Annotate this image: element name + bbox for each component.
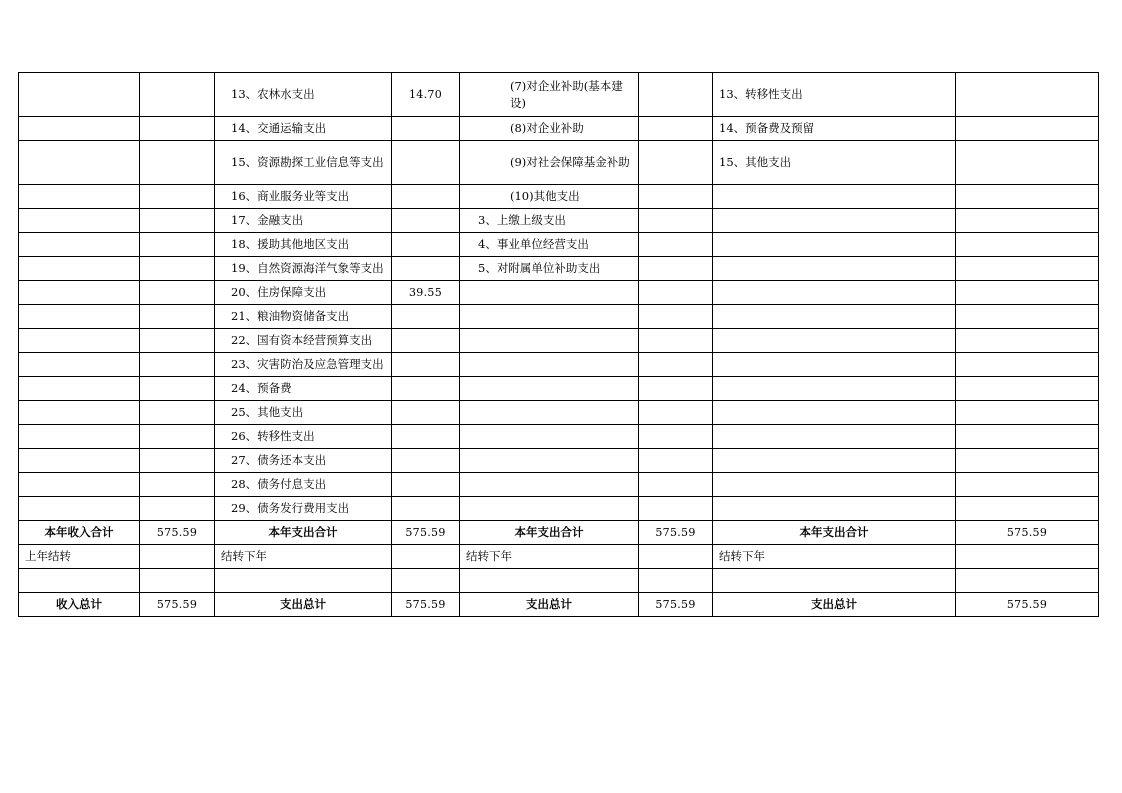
economic-expense-item-cell: (7)对企业补助(基本建设)	[460, 73, 639, 117]
function-expense-amount-cell	[392, 233, 460, 257]
economic-expense-amount-cell	[639, 73, 713, 117]
economic-expense-amount-cell	[639, 401, 713, 425]
income-item-cell	[19, 377, 140, 401]
income-amount-cell	[140, 73, 215, 117]
function-expense-item-cell: 23、灾害防治及应急管理支出	[215, 353, 392, 377]
gov-economic-expense-item-cell	[713, 281, 956, 305]
function-expense-amount-cell	[392, 401, 460, 425]
function-expense-amount-cell	[392, 449, 460, 473]
function-expense-amount-cell	[392, 209, 460, 233]
function-expense-amount-cell	[392, 305, 460, 329]
gov-economic-expense-item-cell: 15、其他支出	[713, 141, 956, 185]
function-expense-item-cell: 27、债务还本支出	[215, 449, 392, 473]
income-amount-cell	[140, 497, 215, 521]
gov-economic-expense-amount-cell	[956, 281, 1099, 305]
gov-economic-expense-amount-cell	[956, 497, 1099, 521]
economic-expense-amount-cell	[639, 281, 713, 305]
income-item-cell	[19, 305, 140, 329]
income-item-cell	[19, 281, 140, 305]
income-item-cell	[19, 141, 140, 185]
economic-expense-item-cell	[460, 377, 639, 401]
function-expense-amount-cell	[392, 473, 460, 497]
gov-economic-expense-item-cell	[713, 209, 956, 233]
table-row	[19, 73, 1099, 117]
economic-expense-amount-cell	[639, 305, 713, 329]
gov-economic-expense-amount-cell	[956, 449, 1099, 473]
economic-expense-item-cell	[460, 425, 639, 449]
function-expense-amount-cell	[392, 353, 460, 377]
gov-economic-expense-item-cell	[713, 425, 956, 449]
table-row	[19, 473, 1099, 497]
gov-economic-expense-amount-cell	[956, 233, 1099, 257]
blank-row	[19, 569, 1099, 593]
function-expense-amount-cell	[392, 377, 460, 401]
income-amount-cell	[140, 449, 215, 473]
table-row	[19, 497, 1099, 521]
income-item-cell	[19, 497, 140, 521]
function-expense-item-cell: 17、金融支出	[215, 209, 392, 233]
table-row	[19, 185, 1099, 209]
table-row	[19, 117, 1099, 141]
income-amount-cell	[140, 305, 215, 329]
gov-economic-expense-amount-cell	[956, 425, 1099, 449]
table-row	[19, 281, 1099, 305]
economic-expense-item-cell	[460, 449, 639, 473]
income-item-cell	[19, 329, 140, 353]
blank-cell	[639, 569, 713, 593]
gov-economic-expense-item-cell	[713, 353, 956, 377]
income-item-cell	[19, 117, 140, 141]
income-amount-cell	[140, 473, 215, 497]
prior-year-carryover-amount	[140, 545, 215, 569]
gov-economic-expense-amount-cell	[956, 257, 1099, 281]
income-item-cell	[19, 353, 140, 377]
economic-expense-item-cell: 3、上缴上级支出	[460, 209, 639, 233]
table-row	[19, 449, 1099, 473]
function-expense-item-cell: 15、资源勘探工业信息等支出	[215, 141, 392, 185]
expense-grand-total-amount: 575.59	[639, 593, 713, 617]
function-expense-item-cell: 14、交通运输支出	[215, 117, 392, 141]
table-row	[19, 305, 1099, 329]
carryover-row	[19, 545, 1099, 569]
expense-grand-total-label: 支出总计	[460, 593, 639, 617]
next-year-carryover-label: 结转下年	[215, 545, 392, 569]
annual-expense-total-label: 本年支出合计	[460, 521, 639, 545]
gov-economic-expense-item-cell	[713, 449, 956, 473]
economic-expense-amount-cell	[639, 473, 713, 497]
economic-expense-amount-cell	[639, 449, 713, 473]
next-year-carryover-amount	[639, 545, 713, 569]
economic-expense-item-cell: 4、事业单位经营支出	[460, 233, 639, 257]
function-expense-item-cell: 21、粮油物资储备支出	[215, 305, 392, 329]
economic-expense-item-cell	[460, 497, 639, 521]
income-item-cell	[19, 185, 140, 209]
function-expense-item-cell: 22、国有资本经营预算支出	[215, 329, 392, 353]
function-expense-amount-cell	[392, 185, 460, 209]
blank-cell	[215, 569, 392, 593]
annual-expense-total-label: 本年支出合计	[713, 521, 956, 545]
annual-expense-total-label: 本年支出合计	[215, 521, 392, 545]
income-grand-total-amount: 575.59	[140, 593, 215, 617]
gov-economic-expense-item-cell	[713, 401, 956, 425]
gov-economic-expense-amount-cell	[956, 401, 1099, 425]
next-year-carryover-label: 结转下年	[460, 545, 639, 569]
economic-expense-amount-cell	[639, 329, 713, 353]
economic-expense-amount-cell	[639, 185, 713, 209]
economic-expense-amount-cell	[639, 209, 713, 233]
function-expense-item-cell: 18、援助其他地区支出	[215, 233, 392, 257]
gov-economic-expense-item-cell	[713, 377, 956, 401]
function-expense-amount-cell	[392, 497, 460, 521]
income-item-cell	[19, 449, 140, 473]
gov-economic-expense-item-cell	[713, 329, 956, 353]
table-row	[19, 401, 1099, 425]
function-expense-amount-cell	[392, 329, 460, 353]
gov-economic-expense-item-cell	[713, 233, 956, 257]
income-item-cell	[19, 73, 140, 117]
next-year-carryover-amount	[956, 545, 1099, 569]
income-item-cell	[19, 257, 140, 281]
economic-expense-item-cell: (8)对企业补助	[460, 117, 639, 141]
table-row	[19, 329, 1099, 353]
economic-expense-item-cell: 5、对附属单位补助支出	[460, 257, 639, 281]
blank-cell	[956, 569, 1099, 593]
income-amount-cell	[140, 257, 215, 281]
annual-expense-total-amount: 575.59	[639, 521, 713, 545]
function-expense-item-cell: 24、预备费	[215, 377, 392, 401]
income-amount-cell	[140, 209, 215, 233]
gov-economic-expense-amount-cell	[956, 73, 1099, 117]
gov-economic-expense-amount-cell	[956, 185, 1099, 209]
prior-year-carryover-label: 上年结转	[19, 545, 140, 569]
economic-expense-amount-cell	[639, 353, 713, 377]
income-amount-cell	[140, 401, 215, 425]
economic-expense-item-cell: (9)对社会保障基金补助	[460, 141, 639, 185]
table-row	[19, 425, 1099, 449]
gov-economic-expense-item-cell	[713, 305, 956, 329]
blank-cell	[460, 569, 639, 593]
function-expense-item-cell: 13、农林水支出	[215, 73, 392, 117]
function-expense-amount-cell	[392, 425, 460, 449]
function-expense-item-cell: 16、商业服务业等支出	[215, 185, 392, 209]
annual-total-row	[19, 521, 1099, 545]
gov-economic-expense-item-cell: 14、预备费及预留	[713, 117, 956, 141]
blank-cell	[19, 569, 140, 593]
blank-cell	[392, 569, 460, 593]
function-expense-item-cell: 29、债务发行费用支出	[215, 497, 392, 521]
income-grand-total-label: 收入总计	[19, 593, 140, 617]
income-amount-cell	[140, 329, 215, 353]
annual-income-total-label: 本年收入合计	[19, 521, 140, 545]
gov-economic-expense-item-cell	[713, 473, 956, 497]
function-expense-item-cell: 28、债务付息支出	[215, 473, 392, 497]
function-expense-amount-cell	[392, 117, 460, 141]
table-row	[19, 377, 1099, 401]
table-row	[19, 141, 1099, 185]
income-amount-cell	[140, 117, 215, 141]
expense-grand-total-label: 支出总计	[713, 593, 956, 617]
function-expense-item-cell: 20、住房保障支出	[215, 281, 392, 305]
grand-total-row	[19, 593, 1099, 617]
economic-expense-amount-cell	[639, 257, 713, 281]
gov-economic-expense-item-cell	[713, 257, 956, 281]
function-expense-item-cell: 25、其他支出	[215, 401, 392, 425]
function-expense-amount-cell	[392, 141, 460, 185]
economic-expense-amount-cell	[639, 117, 713, 141]
income-amount-cell	[140, 281, 215, 305]
income-item-cell	[19, 473, 140, 497]
gov-economic-expense-amount-cell	[956, 329, 1099, 353]
gov-economic-expense-amount-cell	[956, 473, 1099, 497]
blank-cell	[140, 569, 215, 593]
expense-grand-total-amount: 575.59	[956, 593, 1099, 617]
economic-expense-item-cell: (10)其他支出	[460, 185, 639, 209]
table-row	[19, 209, 1099, 233]
annual-expense-total-amount: 575.59	[392, 521, 460, 545]
function-expense-amount-cell: 39.55	[392, 281, 460, 305]
next-year-carryover-label: 结转下年	[713, 545, 956, 569]
economic-expense-item-cell	[460, 401, 639, 425]
expense-grand-total-label: 支出总计	[215, 593, 392, 617]
economic-expense-amount-cell	[639, 141, 713, 185]
economic-expense-amount-cell	[639, 233, 713, 257]
function-expense-item-cell: 19、自然资源海洋气象等支出	[215, 257, 392, 281]
table-row	[19, 257, 1099, 281]
economic-expense-amount-cell	[639, 377, 713, 401]
economic-expense-amount-cell	[639, 425, 713, 449]
economic-expense-item-cell	[460, 305, 639, 329]
economic-expense-item-cell	[460, 329, 639, 353]
income-amount-cell	[140, 233, 215, 257]
budget-table	[18, 72, 1099, 617]
economic-expense-item-cell	[460, 281, 639, 305]
income-item-cell	[19, 233, 140, 257]
income-item-cell	[19, 209, 140, 233]
function-expense-amount-cell	[392, 257, 460, 281]
economic-expense-amount-cell	[639, 497, 713, 521]
economic-expense-item-cell	[460, 353, 639, 377]
function-expense-item-cell: 26、转移性支出	[215, 425, 392, 449]
income-amount-cell	[140, 141, 215, 185]
economic-expense-item-cell	[460, 473, 639, 497]
gov-economic-expense-amount-cell	[956, 117, 1099, 141]
gov-economic-expense-item-cell	[713, 185, 956, 209]
gov-economic-expense-item-cell: 13、转移性支出	[713, 73, 956, 117]
gov-economic-expense-amount-cell	[956, 353, 1099, 377]
function-expense-amount-cell: 14.70	[392, 73, 460, 117]
gov-economic-expense-amount-cell	[956, 209, 1099, 233]
income-item-cell	[19, 401, 140, 425]
table-row	[19, 353, 1099, 377]
gov-economic-expense-item-cell	[713, 497, 956, 521]
annual-income-total-amount: 575.59	[140, 521, 215, 545]
gov-economic-expense-amount-cell	[956, 141, 1099, 185]
table-row	[19, 233, 1099, 257]
income-amount-cell	[140, 353, 215, 377]
gov-economic-expense-amount-cell	[956, 377, 1099, 401]
next-year-carryover-amount	[392, 545, 460, 569]
annual-expense-total-amount: 575.59	[956, 521, 1099, 545]
income-amount-cell	[140, 377, 215, 401]
blank-cell	[713, 569, 956, 593]
expense-grand-total-amount: 575.59	[392, 593, 460, 617]
income-amount-cell	[140, 425, 215, 449]
income-item-cell	[19, 425, 140, 449]
income-amount-cell	[140, 185, 215, 209]
gov-economic-expense-amount-cell	[956, 305, 1099, 329]
